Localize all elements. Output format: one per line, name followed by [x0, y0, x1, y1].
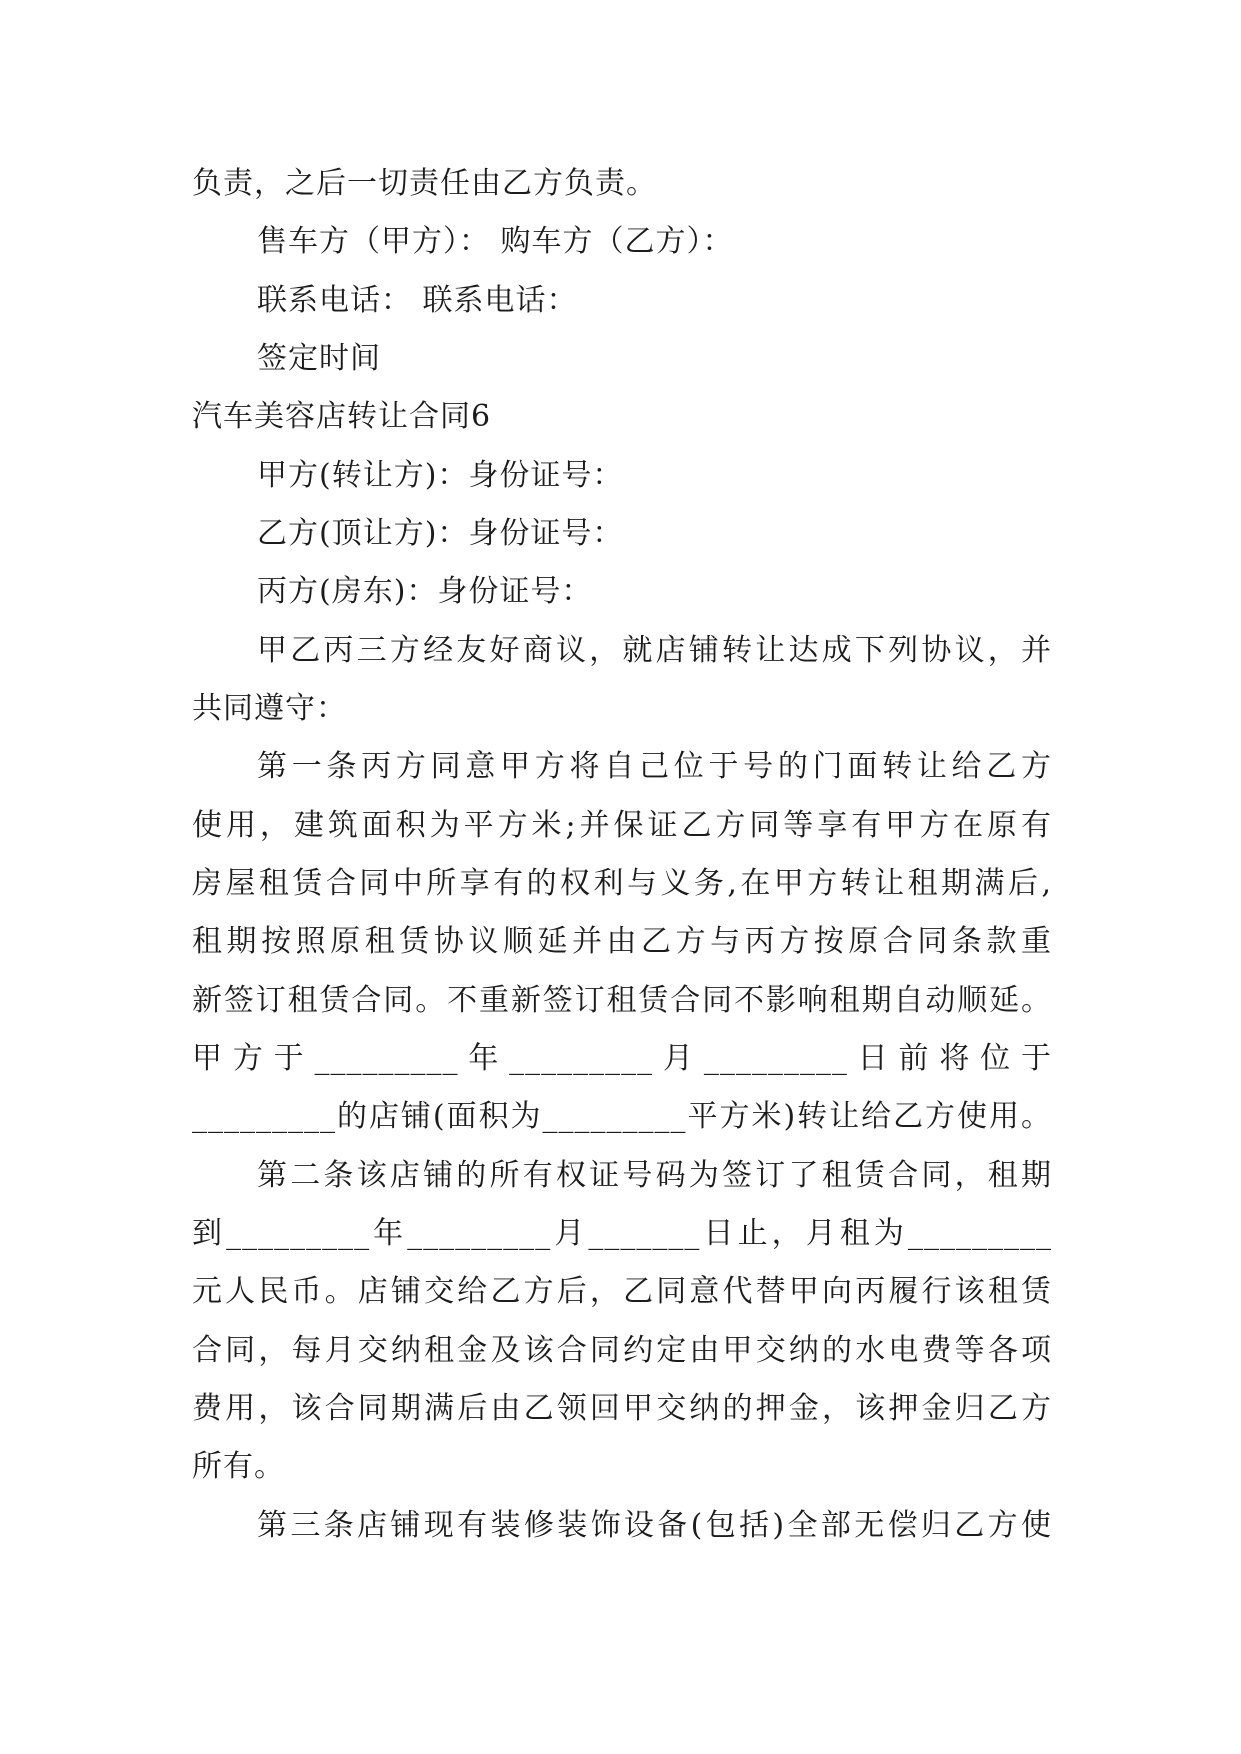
text-line: 所有。 — [192, 1449, 285, 1485]
text-line: 共同遵守： — [192, 690, 347, 726]
text-line: 甲方于_________年_________月_________日前将位于 — [192, 1040, 1052, 1076]
signing-date-line: 签定时间 — [257, 340, 381, 376]
party-a-line: 甲方(转让方)：身份证号： — [257, 457, 624, 493]
text-line: 元人民币。店铺交给乙方后，乙同意代替甲向丙履行该租赁 — [192, 1274, 1052, 1310]
text-line: 租期按照原租赁协议顺延并由乙方与丙方按原合同条款重 — [192, 924, 1052, 960]
text-line: _________的店铺(面积为_________平方米)转让给乙方使用。 — [192, 1099, 1052, 1135]
section-title: 汽车美容店转让合同6 — [192, 399, 492, 435]
article-1-line: 第一条丙方同意甲方将自己位于号的门面转让给乙方 — [257, 749, 1052, 785]
signature-parties-line: 售车方（甲方）： 购车方（乙方）： — [257, 224, 734, 260]
contact-phone-line: 联系电话： 联系电话： — [257, 282, 578, 318]
text-line: 费用，该合同期满后由乙领回甲交纳的押金，该押金归乙方 — [192, 1390, 1052, 1426]
text-line: 甲乙丙三方经友好商议，就店铺转让达成下列协议，并 — [257, 632, 1052, 668]
text-line: 合同，每月交纳租金及该合同约定由甲交纳的水电费等各项 — [192, 1332, 1052, 1368]
document-body — [192, 155, 1052, 1555]
party-b-line: 乙方(顶让方)：身份证号： — [257, 515, 624, 551]
party-c-line: 丙方(房东)：身份证号： — [257, 574, 593, 610]
article-3-line: 第三条店铺现有装修装饰设备(包括)全部无偿归乙方使 — [257, 1507, 1052, 1543]
text-line: 到_________年_________月_______日止，月租为_________ — [192, 1215, 1052, 1251]
text-line: 使用，建筑面积为平方米;并保证乙方同等享有甲方在原有 — [192, 807, 1052, 843]
text-line: 负责，之后一切责任由乙方负责。 — [192, 166, 657, 201]
text-line: 房屋租赁合同中所享有的权利与义务,在甲方转让租期满后, — [192, 865, 1052, 901]
article-2-line: 第二条该店铺的所有权证号码为签订了租赁合同，租期 — [257, 1157, 1052, 1193]
text-line: 新签订租赁合同。不重新签订租赁合同不影响租期自动顺延。 — [192, 982, 1052, 1018]
